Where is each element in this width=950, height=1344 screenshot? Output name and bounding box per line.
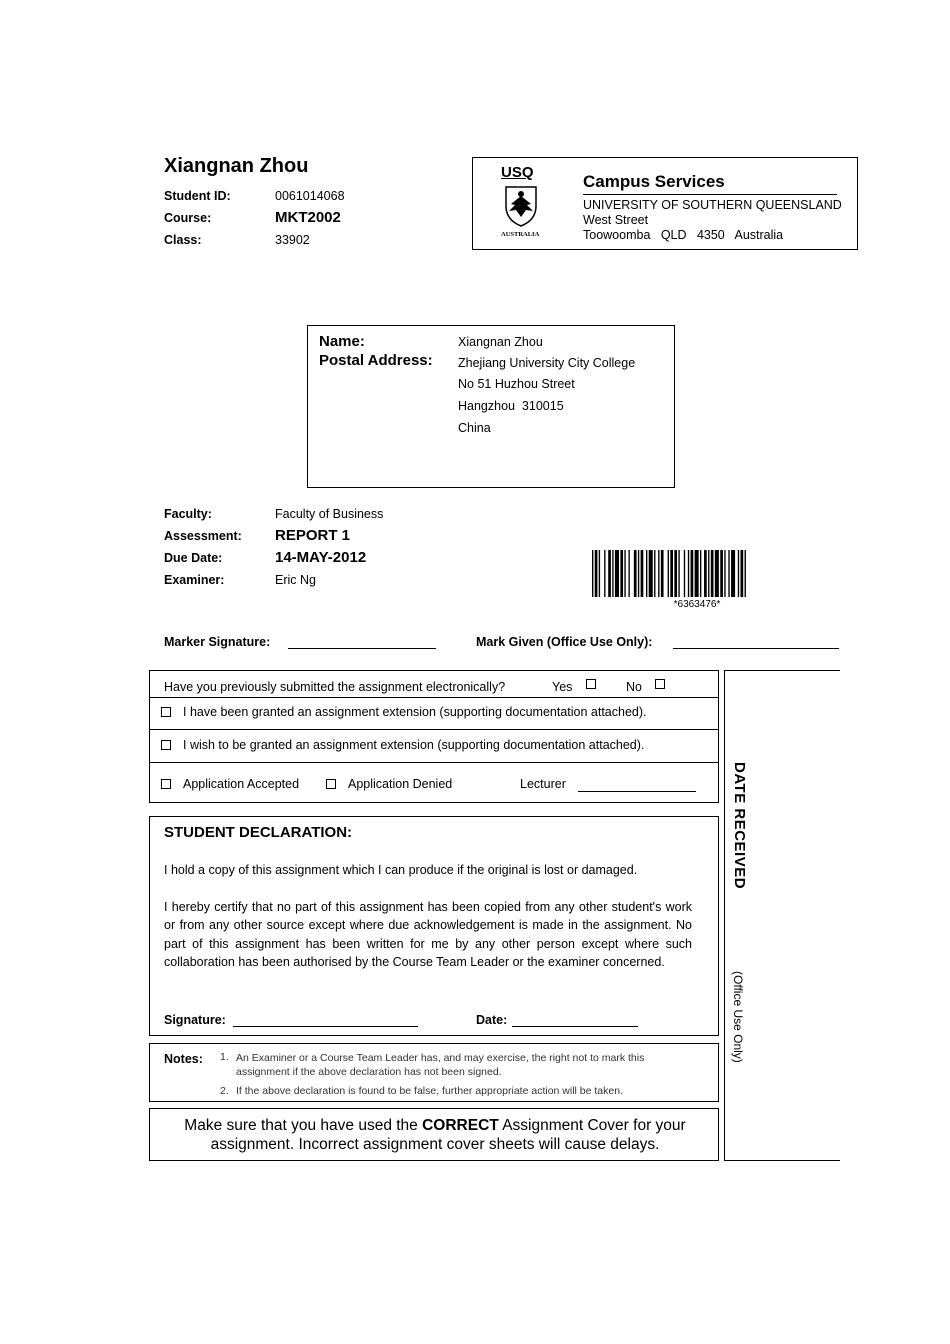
barcode-bar: [670, 550, 673, 597]
address-line: China: [458, 421, 491, 435]
note-number: 2.: [220, 1085, 229, 1097]
barcode-bar: [695, 550, 699, 597]
barcode-bar: [684, 550, 685, 597]
mark-given-line[interactable]: [673, 648, 839, 649]
date-received-panel: [724, 670, 840, 1161]
barcode-bar: [704, 550, 707, 597]
usq-country: AUSTRALIA: [501, 231, 540, 238]
note-text: If the above declaration is found to be false, further appropriate action will be taken.: [236, 1085, 623, 1097]
faculty-value: Faculty of Business: [275, 507, 384, 521]
barcode-bar: [724, 550, 725, 597]
note-number: 1.: [220, 1051, 229, 1063]
barcode-bar: [668, 550, 669, 597]
yes-checkbox[interactable]: [586, 679, 596, 689]
wish-row: [150, 729, 718, 763]
barcode-bar: [608, 550, 611, 597]
barcode-bar: [654, 550, 655, 597]
barcode-bar: [604, 550, 605, 597]
examiner-value: Eric Ng: [275, 573, 316, 587]
granted-row: [150, 697, 718, 730]
barcode-bar: [708, 550, 709, 597]
reminder-text: [170, 1116, 700, 1154]
wish-checkbox[interactable]: [161, 740, 171, 750]
barcode-bar: [599, 550, 600, 597]
office-use-only-label: (Office Use Only): [731, 971, 745, 1063]
reminder-box: [149, 1108, 719, 1161]
signature-line[interactable]: [233, 1026, 418, 1027]
student-id-value: 0061014068: [275, 189, 345, 203]
assessment-label: Assessment:: [164, 529, 242, 543]
declaration-para1: I hold a copy of this assignment which I can produce if the original is lost or damaged.: [164, 863, 638, 877]
campus-services-box: [472, 157, 858, 250]
no-label: No: [626, 680, 642, 694]
barcode-bar: [720, 550, 723, 597]
examiner-label: Examiner:: [164, 573, 225, 587]
application-row: [150, 762, 718, 802]
yes-label: Yes: [552, 680, 573, 694]
course-value: MKT2002: [275, 209, 341, 226]
barcode-bar: [745, 550, 746, 597]
barcode-bar: [649, 550, 653, 597]
barcode-bar: [595, 550, 598, 597]
reminder-bold: CORRECT: [422, 1117, 499, 1134]
date-line[interactable]: [512, 1026, 638, 1027]
barcode-bar: [691, 550, 694, 597]
university-name: UNIVERSITY OF SOUTHERN QUEENSLAND: [583, 198, 842, 212]
marker-signature-line[interactable]: [288, 648, 436, 649]
signature-label: Signature:: [164, 1013, 226, 1027]
assessment-value: REPORT 1: [275, 527, 351, 544]
address-name-label: Name:: [319, 333, 365, 350]
address-line: Hangzhou 310015: [458, 399, 564, 413]
declaration-para2: I hereby certify that no part of this assignment has been copied from any other student's work or from any other source except where due acknowledgement is made in the assignment. No part of this assignment has been written for me by any other person except where such collaboration has been authorised by the Course Team Leader or the examiner concerned.: [164, 900, 692, 969]
barcode-bar: [634, 550, 637, 597]
barcode-bar: [738, 550, 739, 597]
submitted-question: Have you previously submitted the assignment electronically?: [164, 680, 506, 694]
denied-checkbox[interactable]: [326, 779, 336, 789]
lecturer-label: Lecturer: [520, 777, 566, 791]
date-received-title: DATE RECEIVED: [731, 762, 748, 890]
barcode-bar: [628, 550, 629, 597]
barcode-bar: [700, 550, 701, 597]
barcode-bar: [731, 550, 735, 597]
barcode-bar: [711, 550, 714, 597]
address-name-value: Xiangnan Zhou: [458, 335, 543, 349]
mark-given-label: Mark Given (Office Use Only):: [476, 635, 653, 649]
no-checkbox[interactable]: [655, 679, 665, 689]
due-date-label: Due Date:: [164, 551, 223, 565]
barcode-bar: [688, 550, 689, 597]
denied-label: Application Denied: [348, 777, 453, 791]
campus-street: West Street: [583, 213, 649, 227]
barcode-bar: [741, 550, 744, 597]
declaration-box: [149, 816, 719, 1036]
barcode-bar: [620, 550, 623, 597]
granted-checkbox[interactable]: [161, 707, 171, 717]
barcode-bar: [661, 550, 664, 597]
campus-services-title: Campus Services: [583, 172, 725, 191]
address-line: No 51 Huzhou Street: [458, 377, 575, 391]
date-label: Date:: [476, 1013, 508, 1027]
class-value: 33902: [275, 233, 310, 247]
notes-label: Notes:: [164, 1052, 203, 1066]
barcode-bar: [646, 550, 647, 597]
student-id-label: Student ID:: [164, 189, 231, 203]
barcode-bar: [715, 550, 719, 597]
faculty-label: Faculty:: [164, 507, 212, 521]
campus-city: Toowoomba QLD 4350 Australia: [583, 228, 784, 242]
barcode-bar: [624, 550, 625, 597]
address-box: [307, 325, 675, 488]
wish-text: I wish to be granted an assignment extension (supporting documentation attached).: [183, 738, 645, 752]
campus-services-divider: [583, 194, 837, 195]
barcode-bar: [641, 550, 644, 597]
barcode-text: *6363476*: [673, 599, 721, 610]
usq-logo-text: USQ: [501, 164, 534, 181]
barcode-bar: [658, 550, 659, 597]
note-text: An Examiner or a Course Team Leader has, and may exercise, the right not to mark this assignment if the above declaration has not been signed.: [236, 1052, 645, 1078]
barcode: [590, 550, 804, 598]
due-date-value: 14-MAY-2012: [275, 549, 367, 566]
accepted-checkbox[interactable]: [161, 779, 171, 789]
barcode-bar: [638, 550, 639, 597]
submission-box: [149, 670, 719, 803]
student-name: Xiangnan Zhou: [164, 155, 309, 177]
granted-text: I have been granted an assignment extension (supporting documentation attached).: [183, 705, 647, 719]
notes-box: [149, 1043, 719, 1102]
accepted-label: Application Accepted: [183, 777, 300, 791]
reminder-pre: Make sure that you have used the: [184, 1117, 423, 1134]
barcode-bar: [592, 550, 593, 597]
usq-crest-icon: [503, 184, 539, 228]
barcode-bar: [615, 550, 619, 597]
marker-signature-label: Marker Signature:: [164, 635, 271, 649]
barcode-bar: [612, 550, 613, 597]
address-line: Zhejiang University City College: [458, 356, 636, 370]
declaration-heading: STUDENT DECLARATION:: [164, 824, 353, 841]
reminder-post: Assignment Cover for your assignment. Incorrect assignment cover sheets will cause delays.: [210, 1117, 686, 1153]
course-label: Course:: [164, 211, 212, 225]
class-label: Class:: [164, 233, 202, 247]
barcode-bar: [674, 550, 677, 597]
postal-address-label: Postal Address:: [319, 352, 433, 369]
barcode-bar: [678, 550, 679, 597]
lecturer-line[interactable]: [578, 791, 696, 792]
submitted-row: [150, 671, 718, 698]
barcode-bar: [728, 550, 729, 597]
